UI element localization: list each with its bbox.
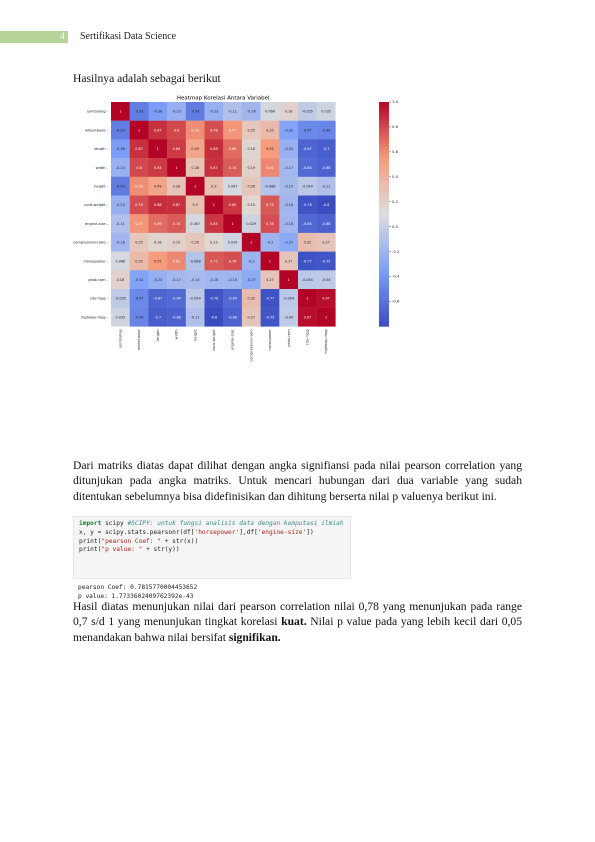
cell-value-label: -0.15 [190, 277, 200, 282]
cell-value-label: -0.15 [284, 184, 294, 189]
cell-value-label: -0.77 [265, 296, 275, 301]
colorbar-segment [379, 166, 389, 170]
cell-value-label: 1 [212, 203, 215, 208]
code-text: print( [79, 546, 102, 554]
colorbar-segment [379, 282, 389, 286]
colorbar-segment [379, 240, 389, 244]
cell-value-label: 1 [231, 221, 234, 226]
colorbar-segment [379, 237, 389, 241]
col-tick-label: compression-ratio [249, 329, 254, 362]
colorbar-segment [379, 151, 389, 155]
colorbar-tick-label: -0.2 [392, 248, 400, 254]
cell-value-label: 1 [119, 109, 122, 114]
code-keyword: import [79, 520, 102, 527]
cell-value-label: 0.69 [228, 147, 237, 152]
cell-value-label: 0.74 [172, 221, 181, 226]
colorbar-segment [379, 244, 389, 248]
cell-value-label: -0.36 [153, 109, 163, 114]
cell-value-label: -0.23 [115, 165, 125, 170]
cell-value-label: 0.59 [191, 128, 199, 133]
cell-value-label: 0.26 [247, 184, 256, 189]
cell-value-label: 0.78 [135, 203, 143, 208]
cell-value-label: 0.57 [228, 128, 237, 133]
cell-value-label: -0.18 [284, 221, 294, 226]
intro-text: Hasilnya adalah sebagai berikut [73, 72, 221, 85]
col-tick-label: highway-mpg [324, 329, 329, 354]
cell-value-label: -0.54 [115, 184, 125, 189]
colorbar-segment [379, 192, 389, 196]
colorbar-segment [379, 293, 389, 297]
colorbar-segment [379, 222, 389, 226]
colorbar-segment [379, 184, 389, 188]
colorbar-segment [379, 285, 389, 289]
output-line: pearson Coef: 0.7815770004453652 [78, 584, 198, 591]
cell-value-label: 0.57 [135, 221, 143, 226]
cell-value-label: -0.77 [302, 259, 312, 264]
cell-value-label: -0.23 [115, 203, 125, 208]
code-text: print( [79, 537, 102, 545]
code-text: x, y = scipy.stats.pearsonr(df[ [79, 528, 195, 536]
cell-value-label: -0.53 [134, 109, 144, 114]
cell-value-label: -0.18 [228, 277, 237, 282]
colorbar-segment [379, 132, 389, 136]
cell-value-label: 0.85 [210, 221, 218, 226]
code-string: "pearson Coef: " [101, 537, 161, 545]
cell-value-label: 0.25 [247, 128, 256, 133]
cell-value-label: 1 [306, 296, 309, 301]
cell-value-label: 0.49 [153, 184, 162, 189]
cell-value-label: 0.27 [284, 259, 293, 264]
cell-value-label: 0.035 [321, 109, 331, 114]
cell-value-label: -0.23 [284, 147, 294, 152]
row-tick-label: highway-mpg - [81, 315, 108, 320]
cell-value-label: 0.32 [247, 296, 256, 301]
colorbar-tick-label: -0.6 [392, 298, 400, 304]
colorbar-segment [379, 252, 389, 256]
colorbar-tick-label: 0.6 [392, 149, 399, 155]
col-tick-label: width [174, 329, 179, 340]
colorbar-segment [379, 274, 389, 278]
row-tick-label: width - [95, 165, 108, 170]
colorbar-tick-label: 0.4 [392, 174, 399, 179]
cell-value-label: 0.27 [247, 315, 256, 320]
page-number: 4 [60, 32, 65, 42]
cell-value-label: 1 [287, 277, 290, 282]
conclusion-bold-strong: kuat. [281, 615, 307, 629]
colorbar-segment [379, 207, 389, 211]
cell-value-label: -0.67 [153, 296, 163, 301]
colorbar-segment [379, 154, 389, 158]
colorbar-segment [379, 278, 389, 282]
cell-value-label: 0.8 [136, 165, 142, 170]
colorbar-segment [379, 300, 389, 304]
conclusion-bold-significant: signifikan. [228, 630, 281, 644]
colorbar-segment [379, 177, 389, 181]
cell-value-label: 0.59 [135, 184, 143, 189]
cell-value-label: 0.029 [246, 221, 257, 226]
cell-value-label: -0.7 [322, 147, 330, 152]
cell-value-label: 0.3 [192, 203, 198, 208]
cell-value-label: 0.32 [303, 240, 312, 245]
cell-value-label: 0.85 [228, 203, 237, 208]
cell-value-label: 0.16 [153, 240, 162, 245]
row-tick-label: city-mpg - [89, 296, 108, 301]
cell-value-label: -0.65 [302, 221, 312, 226]
cell-value-label: 0.97 [303, 315, 312, 320]
colorbar-segment [379, 106, 389, 110]
colorbar-segment [379, 117, 389, 121]
cell-value-label: -0.8 [210, 315, 218, 320]
cell-value-label: 0.78 [228, 259, 237, 264]
colorbar-segment [379, 214, 389, 218]
cell-value-label: -0.11 [115, 221, 125, 226]
row-tick-label: compression-ratio - [73, 240, 108, 245]
code-string: 'engine-size' [257, 528, 307, 536]
row-tick-label: wheel-base - [85, 128, 108, 133]
cell-value-label: -0.23 [153, 277, 163, 282]
cell-value-label: -0.049 [189, 296, 201, 301]
cell-value-label: -0.68 [321, 221, 331, 226]
cell-value-label: 0.26 [191, 240, 199, 245]
cell-value-label: -0.27 [284, 240, 294, 245]
colorbar-segment [379, 162, 389, 166]
colorbar-segment [379, 225, 389, 229]
col-tick-label: engine-size [230, 329, 235, 350]
cell-value-label: 0.18 [116, 277, 125, 282]
cell-value-label: -0.088 [264, 184, 276, 189]
conclusion-text: Hasil diatas menunjukan nilai dari pearson correlation nilai 0,78 yang menunjukan pada range 0,7 s/d 1 yang menunjukan tingkat korelasi [73, 600, 522, 629]
row-tick-label: symboling - [87, 109, 108, 114]
cell-value-label: 0.69 [153, 221, 162, 226]
col-tick-label: length [155, 329, 160, 341]
cell-value-label: 0.27 [322, 240, 330, 245]
code-text: + str(y)) [142, 546, 180, 554]
header-accent-bar [0, 31, 68, 43]
colorbar-segment [379, 121, 389, 125]
cell-value-label: 0.067 [227, 184, 238, 189]
colorbar-segment [379, 259, 389, 263]
cell-value-label: -0.32 [284, 128, 294, 133]
cell-value-label: -0.47 [134, 296, 144, 301]
colorbar-segment [379, 248, 389, 252]
cell-value-label: 0.55 [153, 259, 162, 264]
colorbar-segment [379, 233, 389, 237]
cell-value-label: -0.088 [189, 259, 201, 264]
colorbar-segment [379, 113, 389, 117]
cell-value-label: -0.18 [284, 203, 294, 208]
colorbar-segment [379, 169, 389, 173]
colorbar-segment [379, 143, 389, 147]
code-comment: #SCIPY: untuk fungsi analisis data dengan komputasi ilmiah [127, 520, 344, 527]
cell-value-label: 0.61 [266, 165, 274, 170]
colorbar-segment [379, 255, 389, 259]
code-text: ],df[ [239, 528, 258, 536]
heatmap-chart [73, 94, 413, 446]
cell-value-label: -0.17 [172, 277, 181, 282]
colorbar-segment [379, 304, 389, 308]
col-tick-label: city-mpg [305, 329, 310, 346]
colorbar-tick-label: 0.8 [392, 124, 399, 130]
cell-value-label: 0.066 [115, 259, 126, 264]
cell-value-label: 1 [175, 165, 178, 170]
cell-value-label: -0.65 [228, 296, 237, 301]
cell-value-label: -0.7 [154, 315, 162, 320]
colorbar-segment [379, 173, 389, 177]
cell-value-label: -0.2 [247, 259, 255, 264]
row-tick-label: length - [94, 147, 108, 152]
row-tick-label: engine-size - [85, 221, 108, 226]
cell-value-label: -0.054 [301, 277, 313, 282]
colorbar-segment [379, 270, 389, 274]
cell-value-label: 0.78 [266, 221, 274, 226]
colorbar-segment [379, 196, 389, 200]
colorbar-segment [379, 229, 389, 233]
cell-value-label: 0.8 [173, 128, 180, 133]
row-tick-label: height - [94, 184, 108, 189]
code-text: scipy [101, 520, 128, 527]
cell-value-label: -0.36 [115, 147, 125, 152]
cell-value-label: 0.75 [266, 203, 274, 208]
cell-value-label: 0.78 [210, 128, 218, 133]
cell-value-label: -0.76 [302, 203, 312, 208]
colorbar-segment [379, 139, 389, 143]
header-title: Sertifikasi Data Science [80, 31, 177, 42]
cell-value-label: -0.64 [302, 165, 312, 170]
cell-value-label: -0.18 [209, 277, 219, 282]
colorbar-segment [379, 267, 389, 271]
row-tick-label: horsepower - [84, 259, 108, 264]
code-text: + str(x)) [160, 537, 199, 545]
code-cell [73, 516, 351, 579]
cell-value-label: 0.35 [135, 259, 143, 264]
cell-value-label: 0.87 [135, 147, 143, 152]
cell-value-label: -0.23 [209, 109, 219, 114]
cell-value-label: 0.75 [210, 259, 218, 264]
colorbar-segment [379, 319, 389, 323]
heatmap-figure [73, 94, 413, 446]
cell-value-label: -0.75 [321, 259, 331, 264]
cell-value-label: -0.68 [172, 315, 181, 320]
cell-value-label: 0.84 [153, 165, 162, 170]
cell-value-label: -0.75 [265, 315, 275, 320]
colorbar-segment [379, 109, 389, 113]
cell-value-label: -0.035 [301, 109, 313, 114]
cell-value-label: 0.035 [115, 315, 126, 320]
cell-value-label: 0.74 [228, 165, 237, 170]
cell-value-label: 0.87 [172, 203, 181, 208]
output-line: p value: 1.7733602409762392e-43 [78, 593, 194, 600]
cell-value-label: -0.76 [209, 296, 219, 301]
cell-value-label: 0.15 [247, 203, 256, 208]
cell-value-label: 0.066 [265, 109, 275, 114]
cell-value-label: 0.97 [322, 296, 330, 301]
cell-value-label: -0.8 [322, 203, 330, 208]
colorbar-tick-label: -0.4 [392, 273, 400, 279]
colorbar-tick-label: 0.0 [392, 223, 399, 229]
cell-value-label: 0.19 [247, 165, 256, 170]
cell-value-label: -0.64 [172, 296, 181, 301]
cell-value-label: -0.17 [284, 165, 294, 170]
colorbar-segment [379, 158, 389, 162]
col-tick-label: curb-weight [212, 329, 217, 351]
cell-value-label: -0.035 [114, 296, 126, 301]
cell-value-label: 0.3 [211, 184, 217, 189]
colorbar-segment [379, 289, 389, 293]
cell-value-label: -0.11 [228, 109, 237, 114]
cell-value-label: 0.49 [191, 147, 199, 152]
cell-value-label: -0.47 [302, 128, 312, 133]
cell-value-label: -0.11 [321, 184, 331, 189]
colorbar-segment [379, 128, 389, 132]
cell-value-label: -0.049 [301, 184, 313, 189]
cell-value-label: 0.84 [172, 147, 181, 152]
cell-value-label: 0.88 [153, 203, 162, 208]
cell-value-label: -0.11 [190, 315, 200, 320]
cell-value-label: -0.054 [283, 296, 295, 301]
paragraph-conclusion [73, 599, 522, 645]
cell-value-label: -0.49 [134, 315, 144, 320]
cell-value-label: 1 [194, 184, 197, 189]
colorbar-segment [379, 315, 389, 319]
cell-value-label: -0.49 [321, 128, 331, 133]
cell-value-label: 0.35 [266, 128, 274, 133]
colorbar-segment [379, 136, 389, 140]
cell-value-label: -0.68 [321, 165, 331, 170]
cell-value-label: 1 [268, 259, 272, 264]
cell-value-label: 0.25 [135, 240, 143, 245]
code-text: ]) [306, 528, 314, 536]
cell-value-label: 0.15 [210, 240, 218, 245]
colorbar-segment [379, 210, 389, 214]
code-string: 'horsepower' [194, 528, 240, 536]
colorbar-segment [379, 311, 389, 315]
cell-value-label: 0.88 [210, 147, 218, 152]
colorbar-segment [379, 218, 389, 222]
cell-value-label: 0.61 [172, 259, 181, 264]
row-tick-label: curb-weight - [84, 203, 108, 208]
chart-title: Heatmap Korelasi Antara Variabel [176, 95, 270, 102]
cell-value-label: 0.27 [266, 277, 274, 282]
col-tick-label: symboling [118, 329, 123, 348]
colorbar-segment [379, 147, 389, 151]
colorbar-segment [379, 296, 389, 300]
paragraph-correlation-intro: Dari matriks diatas dapat dilihat dengan angka signifiansi pada nilai pearson correlation yang ditunjukan pada angka matriks. Untuk mencari hubungan dari dua variable yang sudah ditentukan sebelumnya bisa didefinisikan dan dihitung berserta nilai p valuenya berikut ini. [73, 459, 522, 503]
col-tick-label: wheel-base [137, 329, 142, 350]
colorbar-segment [379, 199, 389, 203]
cell-value-label: 1 [250, 240, 253, 245]
col-tick-label: height [193, 329, 198, 341]
colorbar-tick-label: 1.0 [392, 99, 399, 105]
cell-value-label: -0.2 [266, 240, 274, 245]
cell-value-label: -0.04 [321, 277, 331, 282]
cell-value-label: -0.68 [228, 315, 237, 320]
conclusion-text: Nilai p value pada yang lebih kecil dari 0,05 menandakan bahwa nilai bersifat [73, 615, 522, 644]
cell-value-label: -0.23 [172, 109, 181, 114]
colorbar-segment [379, 203, 389, 207]
cell-value-label: 1 [137, 128, 141, 133]
colorbar-segment [379, 181, 389, 185]
colorbar-segment [379, 323, 389, 327]
cell-value-label: -0.18 [115, 240, 125, 245]
cell-value-label: 0.28 [172, 184, 181, 189]
col-tick-label: horsepower [268, 329, 273, 351]
cell-value-label: -0.67 [302, 147, 312, 152]
cell-value-label: -0.04 [284, 315, 294, 320]
cell-value-label: 1 [156, 147, 159, 152]
cell-value-label: 0.87 [210, 165, 218, 170]
colorbar-segment [379, 188, 389, 192]
cell-value-label: 0.067 [190, 221, 201, 226]
colorbar-tick-label: 0.2 [392, 198, 399, 204]
colorbar-segment [379, 263, 389, 267]
row-tick-label: peak-rpm - [88, 277, 108, 282]
cell-value-label: 0.55 [266, 147, 274, 152]
cell-value-label: -0.53 [115, 128, 125, 133]
cell-value-label: 0.16 [247, 147, 256, 152]
cell-value-label: -0.18 [246, 109, 256, 114]
cell-value-label: 0.28 [191, 165, 199, 170]
cell-value-label: -0.32 [134, 277, 144, 282]
cell-value-label: 0.029 [227, 240, 238, 245]
cell-value-label: 1 [324, 315, 328, 320]
code-string: "p value: " [101, 546, 143, 554]
cell-value-label: 0.18 [284, 109, 293, 114]
cell-value-label: -0.54 [190, 109, 200, 114]
colorbar-segment [379, 308, 389, 312]
colorbar-segment [379, 102, 389, 106]
colorbar-segment [379, 124, 389, 128]
col-tick-label: peak-rpm [286, 329, 291, 347]
cell-value-label: -0.27 [246, 277, 256, 282]
cell-value-label: 0.87 [153, 128, 162, 133]
cell-value-label: 0.19 [172, 240, 181, 245]
